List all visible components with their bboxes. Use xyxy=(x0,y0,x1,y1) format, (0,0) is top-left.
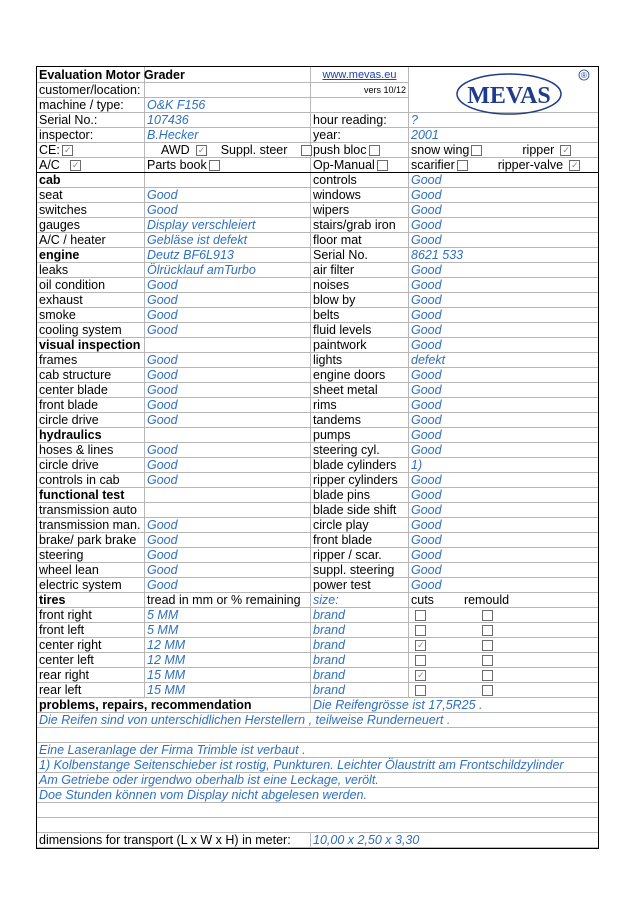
inspection-label: gauges xyxy=(37,218,145,233)
ripper-valve-checkbox[interactable] xyxy=(569,160,580,171)
tire-tread[interactable]: 12 MM xyxy=(145,638,311,653)
inspection-value[interactable]: Good xyxy=(145,413,311,428)
cuts-label: cuts xyxy=(411,593,434,607)
remould-checkbox[interactable] xyxy=(482,625,493,636)
ac-label: A/C xyxy=(39,158,60,172)
inspection-value[interactable]: Good xyxy=(145,458,311,473)
transport-value[interactable]: 10,00 x 2,50 x 3,30 xyxy=(311,833,599,848)
section-cab: cab xyxy=(37,173,145,188)
suppl-steer-label: Suppl. steer xyxy=(220,143,288,157)
inspector-value[interactable]: B.Hecker xyxy=(145,128,311,143)
inspection-label: circle drive xyxy=(37,458,145,473)
inspection-value[interactable]: Good xyxy=(145,443,311,458)
mevas-logo xyxy=(409,66,595,111)
cab-spacer xyxy=(145,173,311,188)
remould-checkbox[interactable] xyxy=(482,670,493,681)
machine-value[interactable]: O&K F156 xyxy=(145,98,311,113)
snow-wing-checkbox[interactable] xyxy=(471,145,482,156)
inspection-label: Serial No. xyxy=(311,248,409,263)
parts-book-label: Parts book xyxy=(147,158,207,172)
inspection-value[interactable]: Good xyxy=(145,563,311,578)
inspection-value[interactable] xyxy=(145,428,311,443)
inspection-value[interactable] xyxy=(145,503,311,518)
tire-size[interactable]: brand xyxy=(311,638,409,653)
tire-size[interactable]: brand xyxy=(311,608,409,623)
tire-position: rear right xyxy=(37,668,145,683)
machine-label: machine / type: xyxy=(37,98,145,113)
inspection-label: air filter xyxy=(311,263,409,278)
inspection-value[interactable]: Good xyxy=(145,323,311,338)
cuts-checkbox[interactable] xyxy=(415,655,426,666)
inspection-label: front blade xyxy=(37,398,145,413)
inspection-value[interactable]: Good xyxy=(409,338,599,353)
inspection-label: cooling system xyxy=(37,323,145,338)
tire-checks xyxy=(409,623,599,638)
inspection-value[interactable]: Good xyxy=(409,188,599,203)
section-engine: engine xyxy=(37,248,145,263)
inspection-label: circle play xyxy=(311,518,409,533)
tire-checks xyxy=(409,683,599,698)
tire-checks xyxy=(409,653,599,668)
tire-tread[interactable]: 15 MM xyxy=(145,683,311,698)
tread-label: tread in mm or % remaining xyxy=(145,593,311,608)
suppl-steer-checkbox[interactable] xyxy=(301,145,312,156)
section-tires: tires xyxy=(37,593,145,608)
inspection-value[interactable]: Good xyxy=(409,428,599,443)
inspection-label: switches xyxy=(37,203,145,218)
inspection-value[interactable]: Deutz BF6L913 xyxy=(145,248,311,263)
push-bloc-label: push bloc xyxy=(313,143,367,157)
serial-label: Serial No.: xyxy=(37,113,145,128)
inspection-label: controls xyxy=(311,173,409,188)
inspection-label: circle drive xyxy=(37,413,145,428)
inspection-label: pumps xyxy=(311,428,409,443)
inspection-value[interactable]: Good xyxy=(409,293,599,308)
inspection-value[interactable]: defekt xyxy=(409,353,599,368)
inspection-value[interactable]: Good xyxy=(145,293,311,308)
customer-value[interactable] xyxy=(145,83,311,98)
inspection-value[interactable]: Good xyxy=(409,518,599,533)
inspection-label: sheet metal xyxy=(311,383,409,398)
inspection-label: electric system xyxy=(37,578,145,593)
push-bloc-checkbox[interactable] xyxy=(369,145,380,156)
logo-cell xyxy=(409,67,599,113)
inspection-label: suppl. steering xyxy=(311,563,409,578)
inspection-value[interactable]: Good xyxy=(409,398,599,413)
inspection-value[interactable]: Good xyxy=(409,473,599,488)
tire-size[interactable]: brand xyxy=(311,668,409,683)
inspection-label: ripper / scar. xyxy=(311,548,409,563)
inspection-label: cab structure xyxy=(37,368,145,383)
inspection-label: rims xyxy=(311,398,409,413)
inspection-label: A/C / heater xyxy=(37,233,145,248)
inspection-value[interactable]: Good xyxy=(409,308,599,323)
year-value[interactable]: 2001 xyxy=(409,128,599,143)
inspection-value[interactable]: Good xyxy=(409,413,599,428)
tire-position: front left xyxy=(37,623,145,638)
inspection-label: paintwork xyxy=(311,338,409,353)
tire-tread[interactable]: 5 MM xyxy=(145,608,311,623)
inspection-value[interactable]: Gebläse ist defekt xyxy=(145,233,311,248)
inspection-value[interactable]: Good xyxy=(409,563,599,578)
inspection-label: wipers xyxy=(311,203,409,218)
remould-label: remould xyxy=(463,593,510,607)
op-manual-label: Op-Manual xyxy=(313,158,375,172)
inspection-value[interactable]: Good xyxy=(145,548,311,563)
inspection-label: stairs/grab iron xyxy=(311,218,409,233)
inspection-label: windows xyxy=(311,188,409,203)
problem-line[interactable]: 1) Kolbenstange Seitenschieber ist rostig, Punkturen. Leichter Ölaustritt am Frontschildzylinder xyxy=(37,758,599,773)
remould-checkbox[interactable] xyxy=(482,610,493,621)
inspection-value[interactable]: Good xyxy=(145,533,311,548)
size-label: size: xyxy=(311,593,409,608)
inspection-value[interactable]: Good xyxy=(409,488,599,503)
form-title: Evaluation Motor Grader xyxy=(37,67,145,83)
cuts-remould-header xyxy=(409,593,599,608)
inspection-label: blow by xyxy=(311,293,409,308)
inspection-value[interactable]: 8621 533 xyxy=(409,248,599,263)
inspection-value[interactable] xyxy=(145,338,311,353)
inspection-value[interactable]: Good xyxy=(409,503,599,518)
inspection-value[interactable]: Good xyxy=(409,173,599,188)
awd-checkbox[interactable] xyxy=(196,145,207,156)
tire-position: rear left xyxy=(37,683,145,698)
ce-label: CE: xyxy=(39,143,60,157)
inspection-value[interactable]: Good xyxy=(409,443,599,458)
inspection-value[interactable]: 1) xyxy=(409,458,599,473)
cuts-checkbox[interactable] xyxy=(415,610,426,621)
inspection-value[interactable]: Good xyxy=(409,233,599,248)
inspection-value[interactable]: Good xyxy=(145,518,311,533)
inspection-label: leaks xyxy=(37,263,145,278)
tire-size[interactable]: brand xyxy=(311,623,409,638)
hour-label: hour reading: xyxy=(311,113,409,128)
tire-checks xyxy=(409,638,599,653)
inspector-label: inspector: xyxy=(37,128,145,143)
ripper-checkbox[interactable] xyxy=(560,145,571,156)
inspection-value[interactable]: Good xyxy=(409,548,599,563)
inspection-value[interactable]: Good xyxy=(409,323,599,338)
awd-label: AWD xyxy=(161,143,190,157)
inspection-label: controls in cab xyxy=(37,473,145,488)
tire-tread[interactable]: 5 MM xyxy=(145,623,311,638)
inspection-label: hoses & lines xyxy=(37,443,145,458)
section-functional: functional test xyxy=(37,488,145,503)
hour-value[interactable]: ? xyxy=(409,113,599,128)
registered-mark: ® xyxy=(581,71,587,80)
inspection-label: noises xyxy=(311,278,409,293)
inspection-label: steering xyxy=(37,548,145,563)
inspection-value[interactable]: Good xyxy=(409,368,599,383)
inspection-value[interactable]: Good xyxy=(145,308,311,323)
inspection-value[interactable]: Good xyxy=(145,353,311,368)
logo-wordmark: MEVAS xyxy=(467,83,551,109)
serial-value[interactable]: 107436 xyxy=(145,113,311,128)
inspection-label: oil condition xyxy=(37,278,145,293)
inspection-label: lights xyxy=(311,353,409,368)
inspection-value[interactable]: Good xyxy=(145,368,311,383)
inspection-label: wheel lean xyxy=(37,563,145,578)
remould-checkbox[interactable] xyxy=(482,655,493,666)
inspection-label: seat xyxy=(37,188,145,203)
customer-label: customer/location: xyxy=(37,83,145,98)
inspection-value[interactable]: Good xyxy=(409,533,599,548)
inspection-label: fluid levels xyxy=(311,323,409,338)
ce-checkbox[interactable] xyxy=(62,145,73,156)
scarifier-checkbox[interactable] xyxy=(457,160,468,171)
ripper-valve-label: ripper-valve xyxy=(497,158,564,172)
inspection-value[interactable]: Good xyxy=(145,278,311,293)
inspection-value[interactable]: Good xyxy=(145,188,311,203)
inspection-value[interactable]: Good xyxy=(145,203,311,218)
inspection-label: brake/ park brake xyxy=(37,533,145,548)
problem-line[interactable]: Eine Laseranlage der Firma Trimble ist verbaut . xyxy=(37,743,599,758)
tire-checks xyxy=(409,608,599,623)
remould-checkbox[interactable] xyxy=(482,640,493,651)
tire-position: center right xyxy=(37,638,145,653)
ac-checkbox[interactable] xyxy=(70,160,81,171)
problem-line[interactable] xyxy=(37,818,599,833)
version-label: vers 10/12 xyxy=(311,83,409,98)
problem-line[interactable]: Am Getriebe oder irgendwo oberhalb ist eine Leckage, verölt. xyxy=(37,773,599,788)
section-hydraulics: hydraulics xyxy=(37,428,145,443)
inspection-value[interactable]: Good xyxy=(409,278,599,293)
inspection-label: frames xyxy=(37,353,145,368)
inspection-label: blade pins xyxy=(311,488,409,503)
tire-size-note: Die Reifengrösse ist 17,5R25 . xyxy=(311,698,599,713)
section-problems: problems, repairs, recommendation xyxy=(37,698,311,713)
inspection-label: ripper cylinders xyxy=(311,473,409,488)
remould-checkbox[interactable] xyxy=(482,685,493,696)
tire-size[interactable]: brand xyxy=(311,653,409,668)
section-visual: visual inspection xyxy=(37,338,145,353)
tire-position: front right xyxy=(37,608,145,623)
transport-label: dimensions for transport (L x W x H) in meter: xyxy=(37,833,311,848)
cuts-checkbox[interactable] xyxy=(415,640,426,651)
website-link[interactable]: www.mevas.eu xyxy=(322,69,397,81)
tire-size[interactable]: brand xyxy=(311,683,409,698)
inspection-label: transmission man. xyxy=(37,518,145,533)
problem-line[interactable] xyxy=(37,803,599,818)
inspection-value[interactable]: Ölrücklauf amTurbo xyxy=(145,263,311,278)
inspection-value[interactable]: Good xyxy=(409,383,599,398)
ripper-label: ripper xyxy=(522,143,555,157)
inspection-label: transmission auto xyxy=(37,503,145,518)
inspection-value[interactable]: Good xyxy=(409,203,599,218)
problem-line[interactable] xyxy=(37,728,599,743)
tire-tread[interactable]: 12 MM xyxy=(145,653,311,668)
inspection-value[interactable]: Good xyxy=(145,578,311,593)
inspection-label: belts xyxy=(311,308,409,323)
inspection-label: exhaust xyxy=(37,293,145,308)
inspection-value[interactable]: Good xyxy=(409,218,599,233)
year-label: year: xyxy=(311,128,409,143)
scarifier-label: scarifier xyxy=(411,158,455,172)
inspection-value[interactable] xyxy=(145,488,311,503)
inspection-value[interactable]: Good xyxy=(145,473,311,488)
tire-tread[interactable]: 15 MM xyxy=(145,668,311,683)
tire-position: center left xyxy=(37,653,145,668)
inspection-label: front blade xyxy=(311,533,409,548)
inspection-label: blade side shift xyxy=(311,503,409,518)
inspection-value[interactable]: Good xyxy=(409,578,599,593)
tire-checks xyxy=(409,668,599,683)
inspection-label: smoke xyxy=(37,308,145,323)
inspection-label: engine doors xyxy=(311,368,409,383)
cuts-checkbox[interactable] xyxy=(415,670,426,681)
inspection-value[interactable]: Good xyxy=(145,398,311,413)
inspection-label: power test xyxy=(311,578,409,593)
problem-line[interactable]: Die Reifen sind von unterschidlichen Herstellern , teilweise Runderneuert . xyxy=(37,713,599,728)
inspection-label: steering cyl. xyxy=(311,443,409,458)
inspection-value[interactable]: Good xyxy=(145,383,311,398)
inspection-value[interactable]: Good xyxy=(409,263,599,278)
problem-line[interactable]: Doe Stunden können vom Display nicht abgelesen werden. xyxy=(37,788,599,803)
inspection-value[interactable]: Display verschleiert xyxy=(145,218,311,233)
cuts-checkbox[interactable] xyxy=(415,685,426,696)
evaluation-sheet xyxy=(36,66,599,848)
inspection-label: blade cylinders xyxy=(311,458,409,473)
cuts-checkbox[interactable] xyxy=(415,625,426,636)
snow-wing-label: snow wing xyxy=(411,143,470,157)
inspection-label: center blade xyxy=(37,383,145,398)
inspection-label: floor mat xyxy=(311,233,409,248)
op-manual-checkbox[interactable] xyxy=(377,160,388,171)
parts-book-checkbox[interactable] xyxy=(209,160,220,171)
inspection-label: tandems xyxy=(311,413,409,428)
